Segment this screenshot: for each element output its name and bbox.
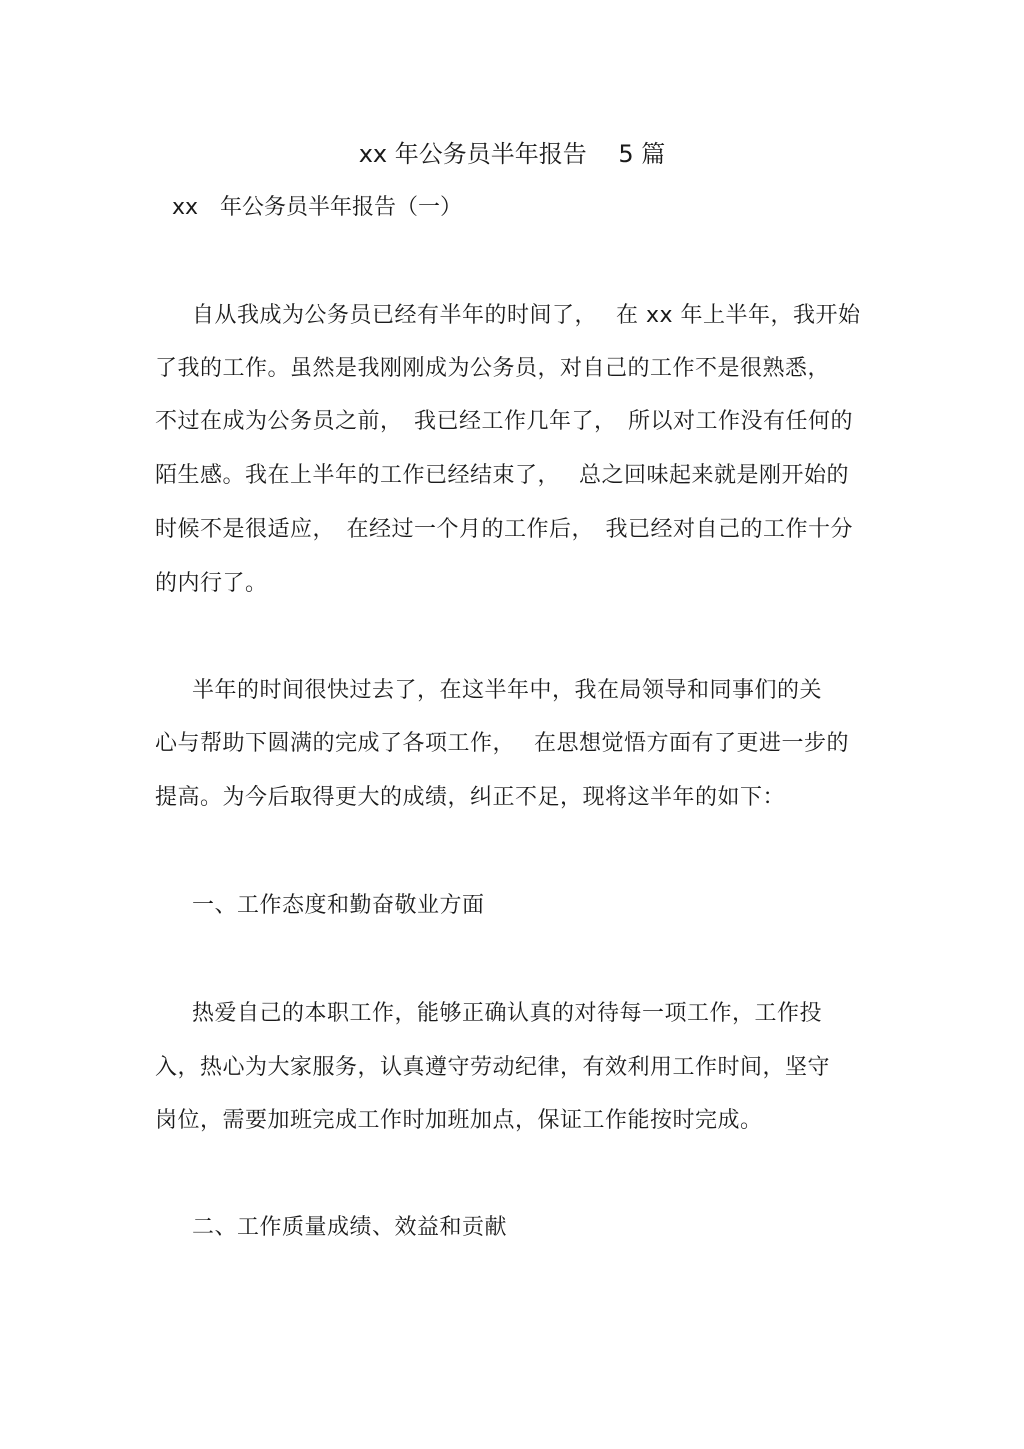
paragraph-line: 提高。为今后取得更大的成绩，纠正不足，现将这半年的如下： <box>155 785 786 810</box>
paragraph-line: 心与帮助下圆满的完成了各项工作， 在思想觉悟方面有了更进一步的 <box>155 731 849 756</box>
paragraph-line: 时候不是很适应， 在经过一个月的工作后， 我已经对自己的工作十分 <box>155 517 854 542</box>
section-subtitle: xx 年公务员半年报告（一） <box>172 195 463 220</box>
paragraph-line: 自从我成为公务员已经有半年的时间了， 在 xx 年上半年，我开始 <box>192 303 861 328</box>
paragraph-line: 半年的时间很快过去了，在这半年中，我在局领导和同事们的关 <box>192 678 823 703</box>
paragraph-line: 了我的工作。虽然是我刚刚成为公务员，对自己的工作不是很熟悉， <box>155 356 831 381</box>
section-heading: 一、工作态度和勤奋敬业方面 <box>192 893 485 918</box>
paragraph-line: 陌生感。我在上半年的工作已经结束了， 总之回味起来就是刚开始的 <box>155 463 849 488</box>
paragraph-line: 岗位，需要加班完成工作时加班加点，保证工作能按时完成。 <box>155 1108 763 1133</box>
paragraph-line: 入，热心为大家服务，认真遵守劳动纪律，有效利用工作时间，坚守 <box>155 1055 831 1080</box>
paragraph-line: 热爱自己的本职工作，能够正确认真的对待每一项工作，工作投 <box>192 1001 823 1026</box>
document-title: xx 年公务员半年报告 5 篇 <box>358 140 666 168</box>
paragraph-line: 的内行了。 <box>155 571 268 596</box>
paragraph-line: 不过在成为公务员之前， 我已经工作几年了， 所以对工作没有任何的 <box>155 409 854 434</box>
section-heading: 二、工作质量成绩、效益和贡献 <box>192 1215 508 1240</box>
